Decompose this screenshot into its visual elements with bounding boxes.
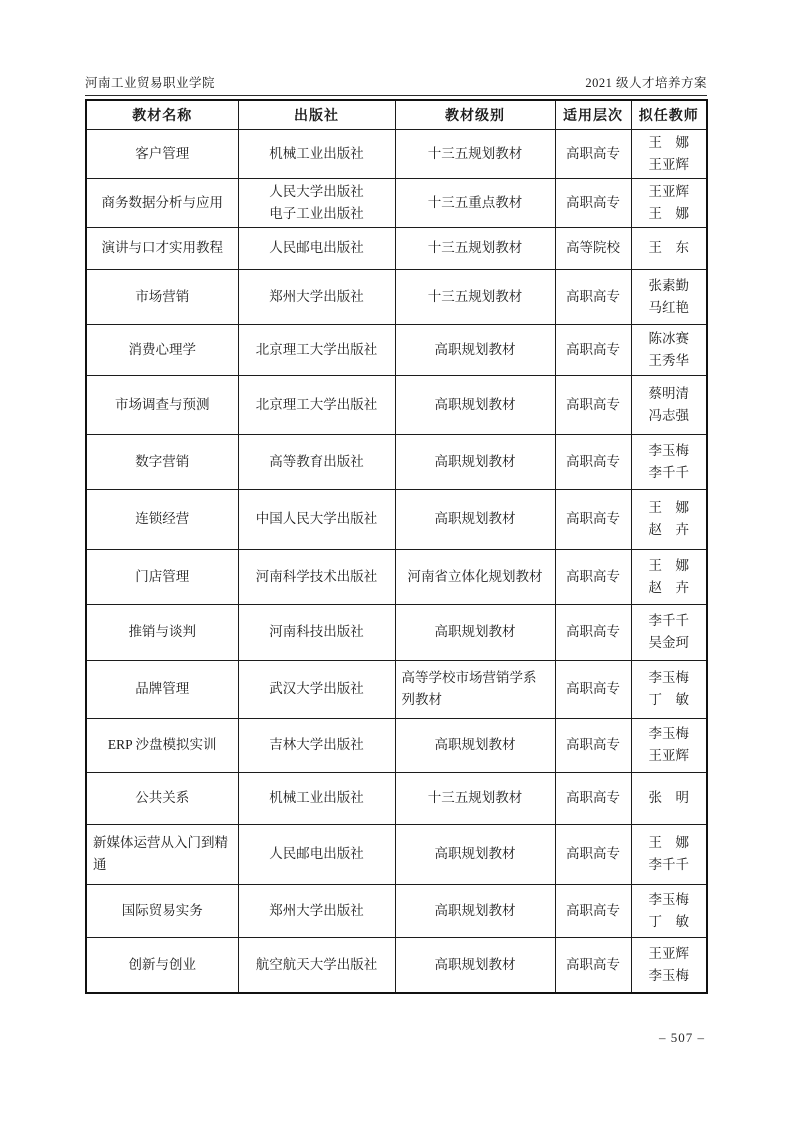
teachers-cell bbox=[631, 824, 707, 884]
publisher-cell bbox=[238, 937, 395, 993]
level-cell: 十三五重点教材 bbox=[395, 178, 555, 227]
textbook-name-cell: 公共关系 bbox=[86, 772, 238, 824]
applicable-layer-cell: 高职高专 bbox=[555, 489, 631, 549]
applicable-layer-cell: 高职高专 bbox=[555, 434, 631, 489]
publisher-cell bbox=[238, 324, 395, 375]
publisher-line: 航空航天大学出版社 bbox=[255, 956, 378, 972]
column-header-publisher: 出版社 bbox=[238, 100, 395, 129]
table-row bbox=[86, 937, 707, 993]
applicable-layer-cell: 高职高专 bbox=[555, 178, 631, 227]
publisher-cell bbox=[238, 604, 395, 660]
teacher-name: 张 明 bbox=[648, 790, 689, 805]
level-cell: 高职规划教材 bbox=[395, 718, 555, 772]
teachers-cell bbox=[631, 937, 707, 993]
publisher-line: 河南科技出版社 bbox=[269, 624, 364, 639]
textbook-name-cell: 品牌管理 bbox=[86, 660, 238, 718]
textbook-name-cell: 创新与创业 bbox=[86, 937, 238, 993]
textbook-name-cell: ERP 沙盘模拟实训 bbox=[86, 718, 238, 772]
teacher-name: 冯志强 bbox=[648, 407, 689, 423]
teachers-cell bbox=[631, 129, 707, 178]
teacher-name: 王秀华 bbox=[648, 352, 689, 368]
column-header-level: 教材级别 bbox=[395, 100, 555, 129]
applicable-layer-cell: 高职高专 bbox=[555, 937, 631, 993]
teachers-cell bbox=[631, 324, 707, 375]
publisher-line: 北京理工大学出版社 bbox=[255, 396, 378, 412]
table-row bbox=[86, 718, 707, 772]
table-row bbox=[86, 604, 707, 660]
applicable-layer-cell: 高职高专 bbox=[555, 660, 631, 718]
publisher-line: 机械工业出版社 bbox=[269, 145, 364, 161]
teacher-name: 王亚辉 bbox=[648, 156, 689, 172]
textbook-name-cell: 门店管理 bbox=[86, 549, 238, 604]
textbook-name-cell: 数字营销 bbox=[86, 434, 238, 489]
level-cell: 高职规划教材 bbox=[395, 884, 555, 937]
table-row bbox=[86, 772, 707, 824]
teachers-cell bbox=[631, 604, 707, 660]
publisher-cell bbox=[238, 269, 395, 324]
teacher-name: 李玉梅 bbox=[648, 967, 689, 983]
publisher-line: 北京理工大学出版社 bbox=[255, 341, 378, 357]
teacher-name: 陈冰赛 bbox=[648, 330, 689, 346]
header-plan-title: 2021 级人才培养方案 bbox=[585, 76, 707, 90]
table-row bbox=[86, 660, 707, 718]
applicable-layer-cell: 高职高专 bbox=[555, 375, 631, 434]
publisher-cell bbox=[238, 824, 395, 884]
column-header-teachers: 拟任教师 bbox=[631, 100, 707, 129]
teacher-name: 蔡明清 bbox=[648, 385, 689, 401]
table-row bbox=[86, 269, 707, 324]
document-page bbox=[85, 0, 707, 1122]
publisher-line: 电子工业出版社 bbox=[269, 205, 364, 221]
publisher-cell bbox=[238, 227, 395, 269]
publisher-cell bbox=[238, 884, 395, 937]
teacher-name: 王 娜 bbox=[648, 557, 689, 573]
textbook-name-cell: 商务数据分析与应用 bbox=[86, 178, 238, 227]
textbook-name-cell: 市场营销 bbox=[86, 269, 238, 324]
publisher-cell bbox=[238, 375, 395, 434]
textbook-name-cell: 新媒体运营从入门到精通 bbox=[86, 824, 238, 884]
column-header-textbook-name: 教材名称 bbox=[86, 100, 238, 129]
level-cell: 高职规划教材 bbox=[395, 937, 555, 993]
teachers-cell bbox=[631, 434, 707, 489]
teacher-name: 王 娜 bbox=[648, 134, 689, 150]
table-row bbox=[86, 824, 707, 884]
publisher-cell bbox=[238, 489, 395, 549]
teacher-name: 王亚辉 bbox=[648, 945, 689, 961]
publisher-cell bbox=[238, 718, 395, 772]
teacher-name: 李千千 bbox=[648, 613, 689, 628]
level-cell: 高等学校市场营销学系列教材 bbox=[395, 660, 555, 718]
teachers-cell bbox=[631, 772, 707, 824]
textbook-name-cell: 市场调查与预测 bbox=[86, 375, 238, 434]
teacher-name: 李玉梅 bbox=[648, 726, 689, 741]
teacher-name: 李玉梅 bbox=[648, 442, 689, 458]
teacher-name: 李玉梅 bbox=[648, 670, 689, 685]
table-row bbox=[86, 489, 707, 549]
level-cell: 高职规划教材 bbox=[395, 434, 555, 489]
publisher-cell bbox=[238, 434, 395, 489]
teacher-name: 李千千 bbox=[648, 857, 689, 872]
textbook-table-header bbox=[86, 100, 707, 129]
teacher-name: 赵 卉 bbox=[648, 579, 689, 595]
teachers-cell bbox=[631, 489, 707, 549]
teachers-cell bbox=[631, 178, 707, 227]
applicable-layer-cell: 高职高专 bbox=[555, 772, 631, 824]
teacher-name: 王 娜 bbox=[648, 835, 689, 850]
textbook-name-cell: 推销与谈判 bbox=[86, 604, 238, 660]
teachers-cell bbox=[631, 884, 707, 937]
table-row bbox=[86, 375, 707, 434]
table-row bbox=[86, 324, 707, 375]
level-cell: 十三五规划教材 bbox=[395, 227, 555, 269]
header-school-name: 河南工业贸易职业学院 bbox=[85, 76, 216, 90]
level-cell: 十三五规划教材 bbox=[395, 269, 555, 324]
teachers-cell bbox=[631, 718, 707, 772]
teachers-cell bbox=[631, 660, 707, 718]
table-header-row bbox=[86, 100, 707, 129]
teacher-name: 吴金珂 bbox=[648, 635, 689, 650]
level-cell: 高职规划教材 bbox=[395, 375, 555, 434]
table-row bbox=[86, 884, 707, 937]
applicable-layer-cell: 高职高专 bbox=[555, 269, 631, 324]
applicable-layer-cell: 高等院校 bbox=[555, 227, 631, 269]
publisher-line: 郑州大学出版社 bbox=[269, 288, 364, 304]
level-cell: 高职规划教材 bbox=[395, 489, 555, 549]
publisher-line: 机械工业出版社 bbox=[269, 790, 364, 805]
publisher-line: 郑州大学出版社 bbox=[269, 902, 364, 918]
teacher-name: 丁 敏 bbox=[648, 692, 689, 707]
table-row bbox=[86, 178, 707, 227]
page-number: – 507 – bbox=[659, 1030, 705, 1045]
teacher-name: 王 娜 bbox=[648, 205, 689, 221]
publisher-line: 吉林大学出版社 bbox=[269, 737, 364, 752]
table-row bbox=[86, 227, 707, 269]
textbook-name-cell: 演讲与口才实用教程 bbox=[86, 227, 238, 269]
applicable-layer-cell: 高职高专 bbox=[555, 718, 631, 772]
teacher-name: 丁 敏 bbox=[648, 913, 689, 929]
teacher-name: 王亚辉 bbox=[648, 748, 689, 763]
publisher-cell bbox=[238, 772, 395, 824]
teacher-name: 张素勤 bbox=[648, 277, 689, 293]
applicable-layer-cell: 高职高专 bbox=[555, 324, 631, 375]
textbook-name-cell: 连锁经营 bbox=[86, 489, 238, 549]
level-cell: 十三五规划教材 bbox=[395, 129, 555, 178]
teachers-cell bbox=[631, 549, 707, 604]
textbook-table bbox=[85, 99, 708, 994]
column-header-applicable-layer: 适用层次 bbox=[555, 100, 631, 129]
level-cell: 河南省立体化规划教材 bbox=[395, 549, 555, 604]
applicable-layer-cell: 高职高专 bbox=[555, 604, 631, 660]
publisher-cell bbox=[238, 549, 395, 604]
publisher-line: 人民邮电出版社 bbox=[269, 846, 364, 861]
teacher-name: 王亚辉 bbox=[648, 183, 689, 199]
textbook-name-cell: 消费心理学 bbox=[86, 324, 238, 375]
textbook-name-cell: 国际贸易实务 bbox=[86, 884, 238, 937]
page-header bbox=[85, 73, 707, 96]
publisher-cell bbox=[238, 660, 395, 718]
teachers-cell bbox=[631, 227, 707, 269]
publisher-line: 河南科学技术出版社 bbox=[255, 568, 378, 584]
publisher-line: 武汉大学出版社 bbox=[269, 681, 364, 696]
applicable-layer-cell: 高职高专 bbox=[555, 129, 631, 178]
table-row bbox=[86, 434, 707, 489]
level-cell: 高职规划教材 bbox=[395, 824, 555, 884]
level-cell: 高职规划教材 bbox=[395, 324, 555, 375]
level-cell: 十三五规划教材 bbox=[395, 772, 555, 824]
teacher-name: 李玉梅 bbox=[648, 891, 689, 907]
publisher-cell bbox=[238, 178, 395, 227]
teacher-name: 赵 卉 bbox=[648, 522, 689, 537]
teachers-cell bbox=[631, 269, 707, 324]
applicable-layer-cell: 高职高专 bbox=[555, 549, 631, 604]
publisher-line: 中国人民大学出版社 bbox=[255, 511, 378, 526]
publisher-line: 高等教育出版社 bbox=[269, 453, 364, 469]
teacher-name: 王 娜 bbox=[648, 500, 689, 515]
publisher-cell bbox=[238, 129, 395, 178]
textbook-table-body bbox=[86, 129, 707, 993]
applicable-layer-cell: 高职高专 bbox=[555, 884, 631, 937]
teacher-name: 李千千 bbox=[648, 464, 689, 480]
publisher-line: 人民大学出版社 bbox=[269, 183, 364, 199]
teachers-cell bbox=[631, 375, 707, 434]
applicable-layer-cell: 高职高专 bbox=[555, 824, 631, 884]
level-cell: 高职规划教材 bbox=[395, 604, 555, 660]
teacher-name: 马红艳 bbox=[648, 299, 689, 315]
publisher-line: 人民邮电出版社 bbox=[269, 240, 364, 255]
table-row bbox=[86, 549, 707, 604]
teacher-name: 王 东 bbox=[648, 240, 689, 255]
textbook-name-cell: 客户管理 bbox=[86, 129, 238, 178]
table-row bbox=[86, 129, 707, 178]
